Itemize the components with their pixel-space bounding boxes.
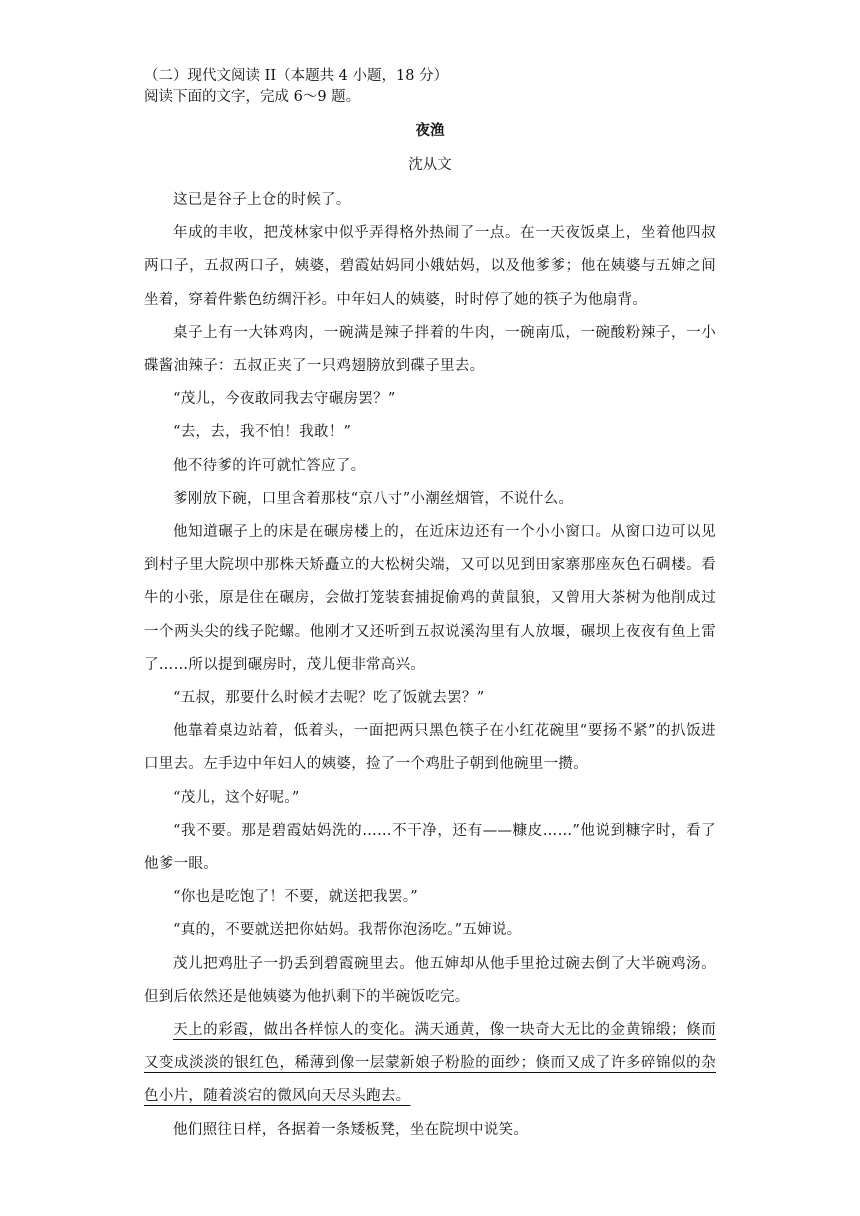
dialogue-paragraph: “茂儿，今夜敢同我去守碾房罢？” [173,391,396,408]
dialogue-paragraph: “五叔，那要什么时候才去呢？吃了饭就去罢？” [173,690,485,707]
underlined-text: 天上的彩霞，做出各样惊人的变化。满天通黄，像一块奇大无比的金黄锦缎；倏而又变成淡淡的银红色，稀薄到像一层蒙新娘子粉脸的面纱；倏而又成了许多碎锦似的杂色小片，随着淡宕的微风向天尽头跑去。 [144,1022,716,1105]
dialogue-paragraph: “去，去，我不怕！我敢！” [173,424,352,441]
dialogue-paragraph: “你也是吃饱了！不要，就送把我罢。” [173,889,418,906]
paragraph: 这已是谷子上仓的时候了。 [173,192,351,208]
article-title: 夜渔 [415,122,445,139]
dialogue-paragraph: “真的，不要就送把你姑妈。我帮你泡汤吃。”五婶说。 [173,922,522,939]
underlined-paragraph [144,1014,716,1114]
paragraph: 他们照往日样，各据着一条矮板凳，坐在院坝中说笑。 [173,1121,529,1138]
paragraph: 爹刚放下碗，口里含着那枝“京八寸”小潮丝烟管，不说什么。 [173,490,574,507]
paragraph: 他靠着桌边站着，低着头，一面把两只黑色筷子在小红花碗里“要扬不紧”的扒饭进口里去。左手边中年妇人的姨婆，捡了一个鸡肚子朝到他碗里一攒。 [144,723,716,773]
dialogue-paragraph: “我不要。那是碧霞姑妈洗的……不干净，还有——糠皮……”他说到糠字时，看了他爹一眼。 [144,822,716,873]
dialogue-paragraph: “茂儿，这个好呢。” [173,789,300,806]
paragraph: 年成的丰收，把茂林家中似乎弄得格外热闹了一点。在一天夜饭桌上，坐着他四叔两口子，五叔两口子，姨婆，碧霞姑妈同小娥姑妈，以及他爹爹；他在姨婆与五婶之间坐着，穿着件紫色纺绸汗衫。中年妇人的姨婆，时时停了她的筷子为他扇背。 [144,225,716,308]
section-heading: （二）现代文阅读 II（本题共 4 小题，18 分） [144,68,449,84]
paragraph: 茂儿把鸡肚子一扔丢到碧霞碗里去。他五婶却从他手里抢过碗去倒了大半碗鸡汤。但到后依然还是他姨婆为他扒剩下的半碗饭吃完。 [144,955,716,1005]
paragraph: 桌子上有一大钵鸡肉，一碗满是辣子拌着的牛肉，一碗南瓜，一碗酸粉辣子，一小碟酱油辣子：五叔正夹了一只鸡翅膀放到碟子里去。 [144,324,716,375]
instruction-text: 阅读下面的文字，完成 6～9 题。 [144,89,361,105]
article-author: 沈从文 [408,157,452,173]
paragraph: 他不待爹的许可就忙答应了。 [173,457,366,474]
paragraph: 他知道碾子上的床是在碾房楼上的，在近床边还有一个小小窗口。从窗口边可以见到村子里大院坝中那株天矫矗立的大松树尖端，又可以见到田家寨那座灰色石碉楼。看牛的小张，原是住在碾房，会做打笼装套捕捉偷鸡的黄鼠狼，又曾用大茶树为他削成过一个两头尖的线子陀螺。他刚才又还听到五叔说溪沟里有人放堰，碾坝上夜夜有鱼上雷了……所以提到碾房时，茂儿便非常高兴。 [144,524,716,673]
